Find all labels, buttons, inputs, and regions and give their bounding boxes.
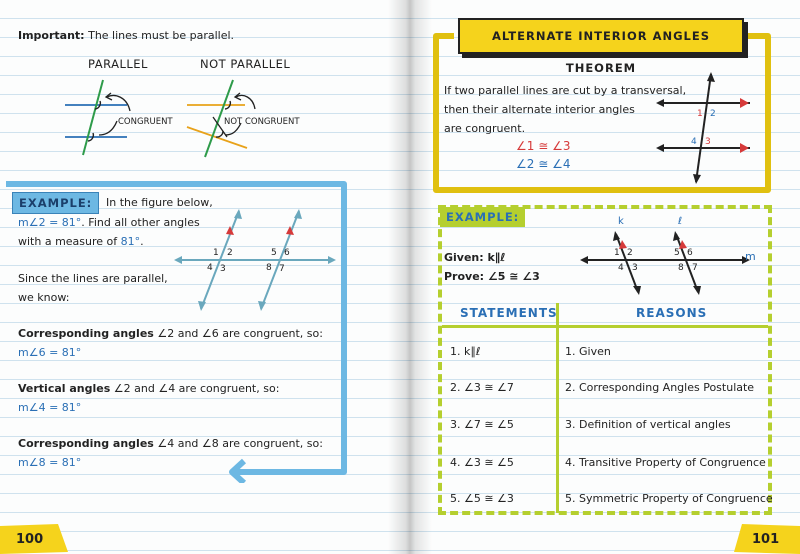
theorem-angle-2: 2 (710, 109, 716, 119)
since-line2: we know: (18, 291, 70, 304)
fact3-result: m∠8 = 81° (18, 456, 82, 469)
theorem-angle-4: 4 (691, 137, 697, 147)
fact1-text: ∠2 and ∠6 are congruent, so: (157, 327, 323, 340)
reasons-header: REASONS (636, 306, 708, 320)
fact2-result: m∠4 = 81° (18, 401, 82, 414)
page-number-left: 100 (16, 532, 44, 547)
fact2-text: ∠2 and ∠4 are congruent, so: (113, 382, 280, 395)
fact2 (18, 382, 279, 395)
proof-prove: Prove: ∠5 ≅ ∠3 (444, 270, 540, 283)
proof-angle-2: 2 (627, 248, 633, 258)
fact3-title: Corresponding angles (18, 437, 154, 450)
fact1 (18, 327, 323, 340)
example-label-right: EXAMPLE: (440, 207, 525, 227)
proof-angle-4: 4 (618, 263, 624, 273)
book-spine (388, 0, 432, 554)
fact3-text: ∠4 and ∠8 are congruent, so: (157, 437, 323, 450)
important-text: The lines must be parallel. (88, 29, 235, 42)
fig-angle-5: 5 (271, 248, 277, 258)
proof-reason-3: 3. Definition of vertical angles (565, 418, 731, 431)
proof-reason-5: 5. Symmetric Property of Congruence (565, 492, 773, 505)
since-line1: Since the lines are parallel, (18, 272, 168, 285)
example-line1: In the figure below, (106, 196, 213, 209)
proof-figure (578, 228, 758, 298)
theorem-figure (650, 70, 765, 185)
fig-angle-6: 6 (284, 248, 290, 258)
given-angle-measure: m∠2 = 81° (18, 216, 82, 229)
proof-reason-1: 1. Given (565, 345, 611, 358)
example-label-left: EXAMPLE: (12, 192, 99, 214)
proof-reason-2: 2. Corresponding Angles Postulate (565, 381, 755, 394)
parallel-transversal (83, 80, 103, 155)
fig-angle-2: 2 (227, 248, 233, 258)
proof-statement-1: 1. k∥ℓ (450, 345, 481, 358)
not-congruent-label: NOT CONGRUENT (224, 117, 300, 127)
proof-label-m: m (745, 250, 756, 263)
important-label: Important: (18, 29, 85, 42)
fact1-result: m∠6 = 81° (18, 346, 82, 359)
example-line3 (18, 235, 144, 248)
proof-statement-5: 5. ∠5 ≅ ∠3 (450, 492, 514, 505)
congruent-label: CONGRUENT (118, 117, 173, 127)
theorem-angle-1: 1 (697, 109, 703, 119)
not-parallel-label: NOT PARALLEL (200, 57, 291, 71)
proof-angle-7: 7 (692, 263, 698, 273)
theorem-line1: If two parallel lines are cut by a transversal, (444, 84, 687, 97)
theorem-title: ALTERNATE INTERIOR ANGLES THEOREM (458, 18, 744, 54)
proof-angle-3: 3 (632, 263, 638, 273)
proof-label-k: k (618, 216, 624, 227)
example-figure (172, 205, 337, 315)
proof-angle-1: 1 (614, 248, 620, 258)
theorem-line3: are congruent. (444, 122, 526, 135)
theorem-result-2: ∠2 ≅ ∠4 (516, 157, 571, 171)
fact2-title: Vertical angles (18, 382, 111, 395)
table-column-rule (556, 303, 559, 513)
proof-angle-8: 8 (678, 263, 684, 273)
table-header-rule (442, 325, 768, 328)
theorem-result-1: ∠1 ≅ ∠3 (516, 139, 571, 153)
proof-angle-6: 6 (687, 248, 693, 258)
example-line3-period: . (140, 235, 144, 248)
proof-statement-4: 4. ∠3 ≅ ∠5 (450, 456, 514, 469)
theorem-line2: then their alternate interior angles (444, 103, 635, 116)
important-note (18, 29, 234, 42)
proof-statement-2: 2. ∠3 ≅ ∠7 (450, 381, 514, 394)
proof-reason-4: 4. Transitive Property of Congruence (565, 456, 766, 469)
fig-angle-1: 1 (213, 248, 219, 258)
example-line2-rest: . Find all other angles (81, 216, 200, 229)
parallel-label: PARALLEL (88, 57, 148, 71)
fig-angle-7: 7 (279, 264, 285, 274)
proof-statement-3: 3. ∠7 ≅ ∠5 (450, 418, 514, 431)
fig-angle-3: 3 (220, 264, 226, 274)
proof-label-l: ℓ (678, 216, 683, 227)
theorem-angle-3: 3 (705, 137, 711, 147)
page-number-right: 101 (752, 532, 780, 547)
statements-header: STATEMENTS (460, 306, 558, 320)
proof-given: Given: k∥ℓ (444, 251, 506, 264)
fig-angle-4: 4 (207, 263, 213, 273)
fig-angle-8: 8 (266, 263, 272, 273)
fact1-title: Corresponding angles (18, 327, 154, 340)
proof-angle-5: 5 (674, 248, 680, 258)
example-line3-text: with a measure of (18, 235, 121, 248)
example-target-measure: 81° (120, 235, 141, 248)
fact3 (18, 437, 323, 450)
